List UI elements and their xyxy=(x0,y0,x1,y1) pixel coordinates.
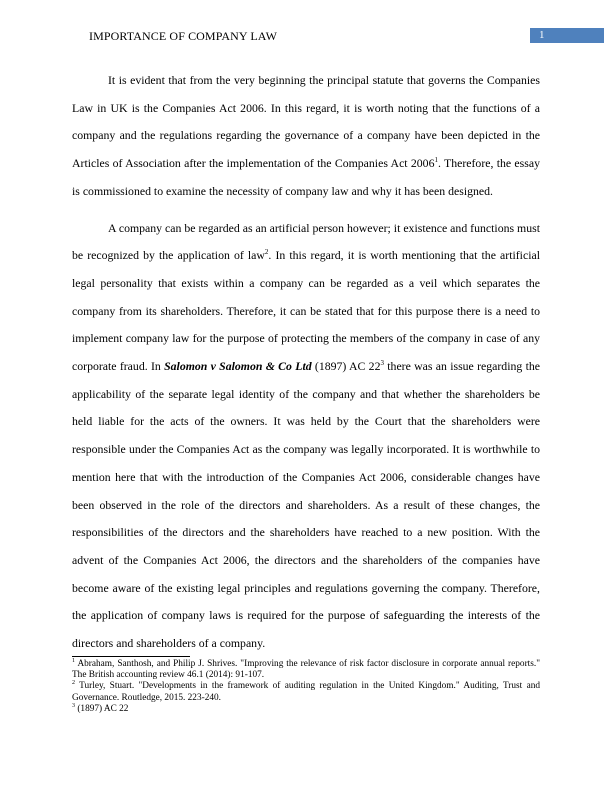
footnote-marker: 2 xyxy=(72,680,75,687)
footnote-marker: 3 xyxy=(72,702,75,709)
footnote-3 xyxy=(72,704,540,715)
paragraph-text: A company can be regarded as an artificial person however; it existence and functions must be recognized by the application of law xyxy=(72,220,540,263)
footnote-marker: 1 xyxy=(72,657,75,664)
footnote-1 xyxy=(72,659,540,681)
footnote-2 xyxy=(72,681,540,703)
paragraph-text: . In this regard, it is worth mentioning that the artificial legal personality that exists within a company can be regarded as a veil which separates the company from its shareholders. Therefore, it can be stated that for this purpose there is a need to implement company law for the purpose of protecting the members of the company in case of any corporate fraud. In xyxy=(72,248,540,374)
footnote-reference-2[interactable]: 2 xyxy=(264,248,269,257)
paragraph-text: It is evident that from the very beginning the principal statute that governs the Companies Law in UK is the Companies Act 2006. In this regard, it is worth noting that the functions of a company and the regulations regarding the governance of a company have been depicted in the Articles of Association after the implementation of the Companies Act 2006 xyxy=(72,73,540,171)
running-header-title: IMPORTANCE OF COMPANY LAW xyxy=(89,29,277,43)
paragraph-artificial-person xyxy=(72,215,540,658)
footnote-separator xyxy=(72,656,190,657)
page-number-badge: 1 xyxy=(530,28,604,43)
footnotes-section xyxy=(72,659,540,715)
footnote-reference-3[interactable]: 3 xyxy=(380,359,384,368)
paragraph-text: . Therefore, the essay is commissioned to examine the necessity of company law and why it has been designed. xyxy=(72,156,540,198)
paragraph-introduction xyxy=(72,67,540,206)
case-citation: (1897) AC 22 xyxy=(311,359,381,374)
footnote-text: Turley, Stuart. "Developments in the framework of auditing regulation in the United Kingdom." Auditing, Trust and Governance. Routledge, 2015. 223-240. xyxy=(72,681,540,703)
footnote-text: (1897) AC 22 xyxy=(75,703,129,714)
case-name: Salomon v Salomon & Co Ltd xyxy=(164,359,312,374)
paragraph-text: there was an issue regarding the applicability of the separate legal identity of the company and that whether the shareholders be held liable for the acts of the owners. It was held by the Court that the shareholders were responsible under the Companies Act as the company was legally incorporated. It is worthwhile to mention here that with the introduction of the Companies Act 2006, considerable changes have been observed in the role of the directors and shareholders. As a result of these changes, the responsibilities of the directors and the shareholders have reached to a new position. With the advent of the Companies Act 2006, the directors and the shareholders of the companies have become aware of the existing legal principles and regulations governing the company. Therefore, the application of company laws is required for the purpose of safeguarding the interests of the directors and shareholders of a company. xyxy=(72,359,540,651)
footnote-reference-1[interactable]: 1 xyxy=(434,156,438,165)
document-body xyxy=(72,67,540,658)
footnote-text: Abraham, Santhosh, and Philip J. Shrives. "Improving the relevance of risk factor disclosure in corporate annual reports." The British accounting review 46.1 (2014): 91-107. xyxy=(72,659,540,681)
